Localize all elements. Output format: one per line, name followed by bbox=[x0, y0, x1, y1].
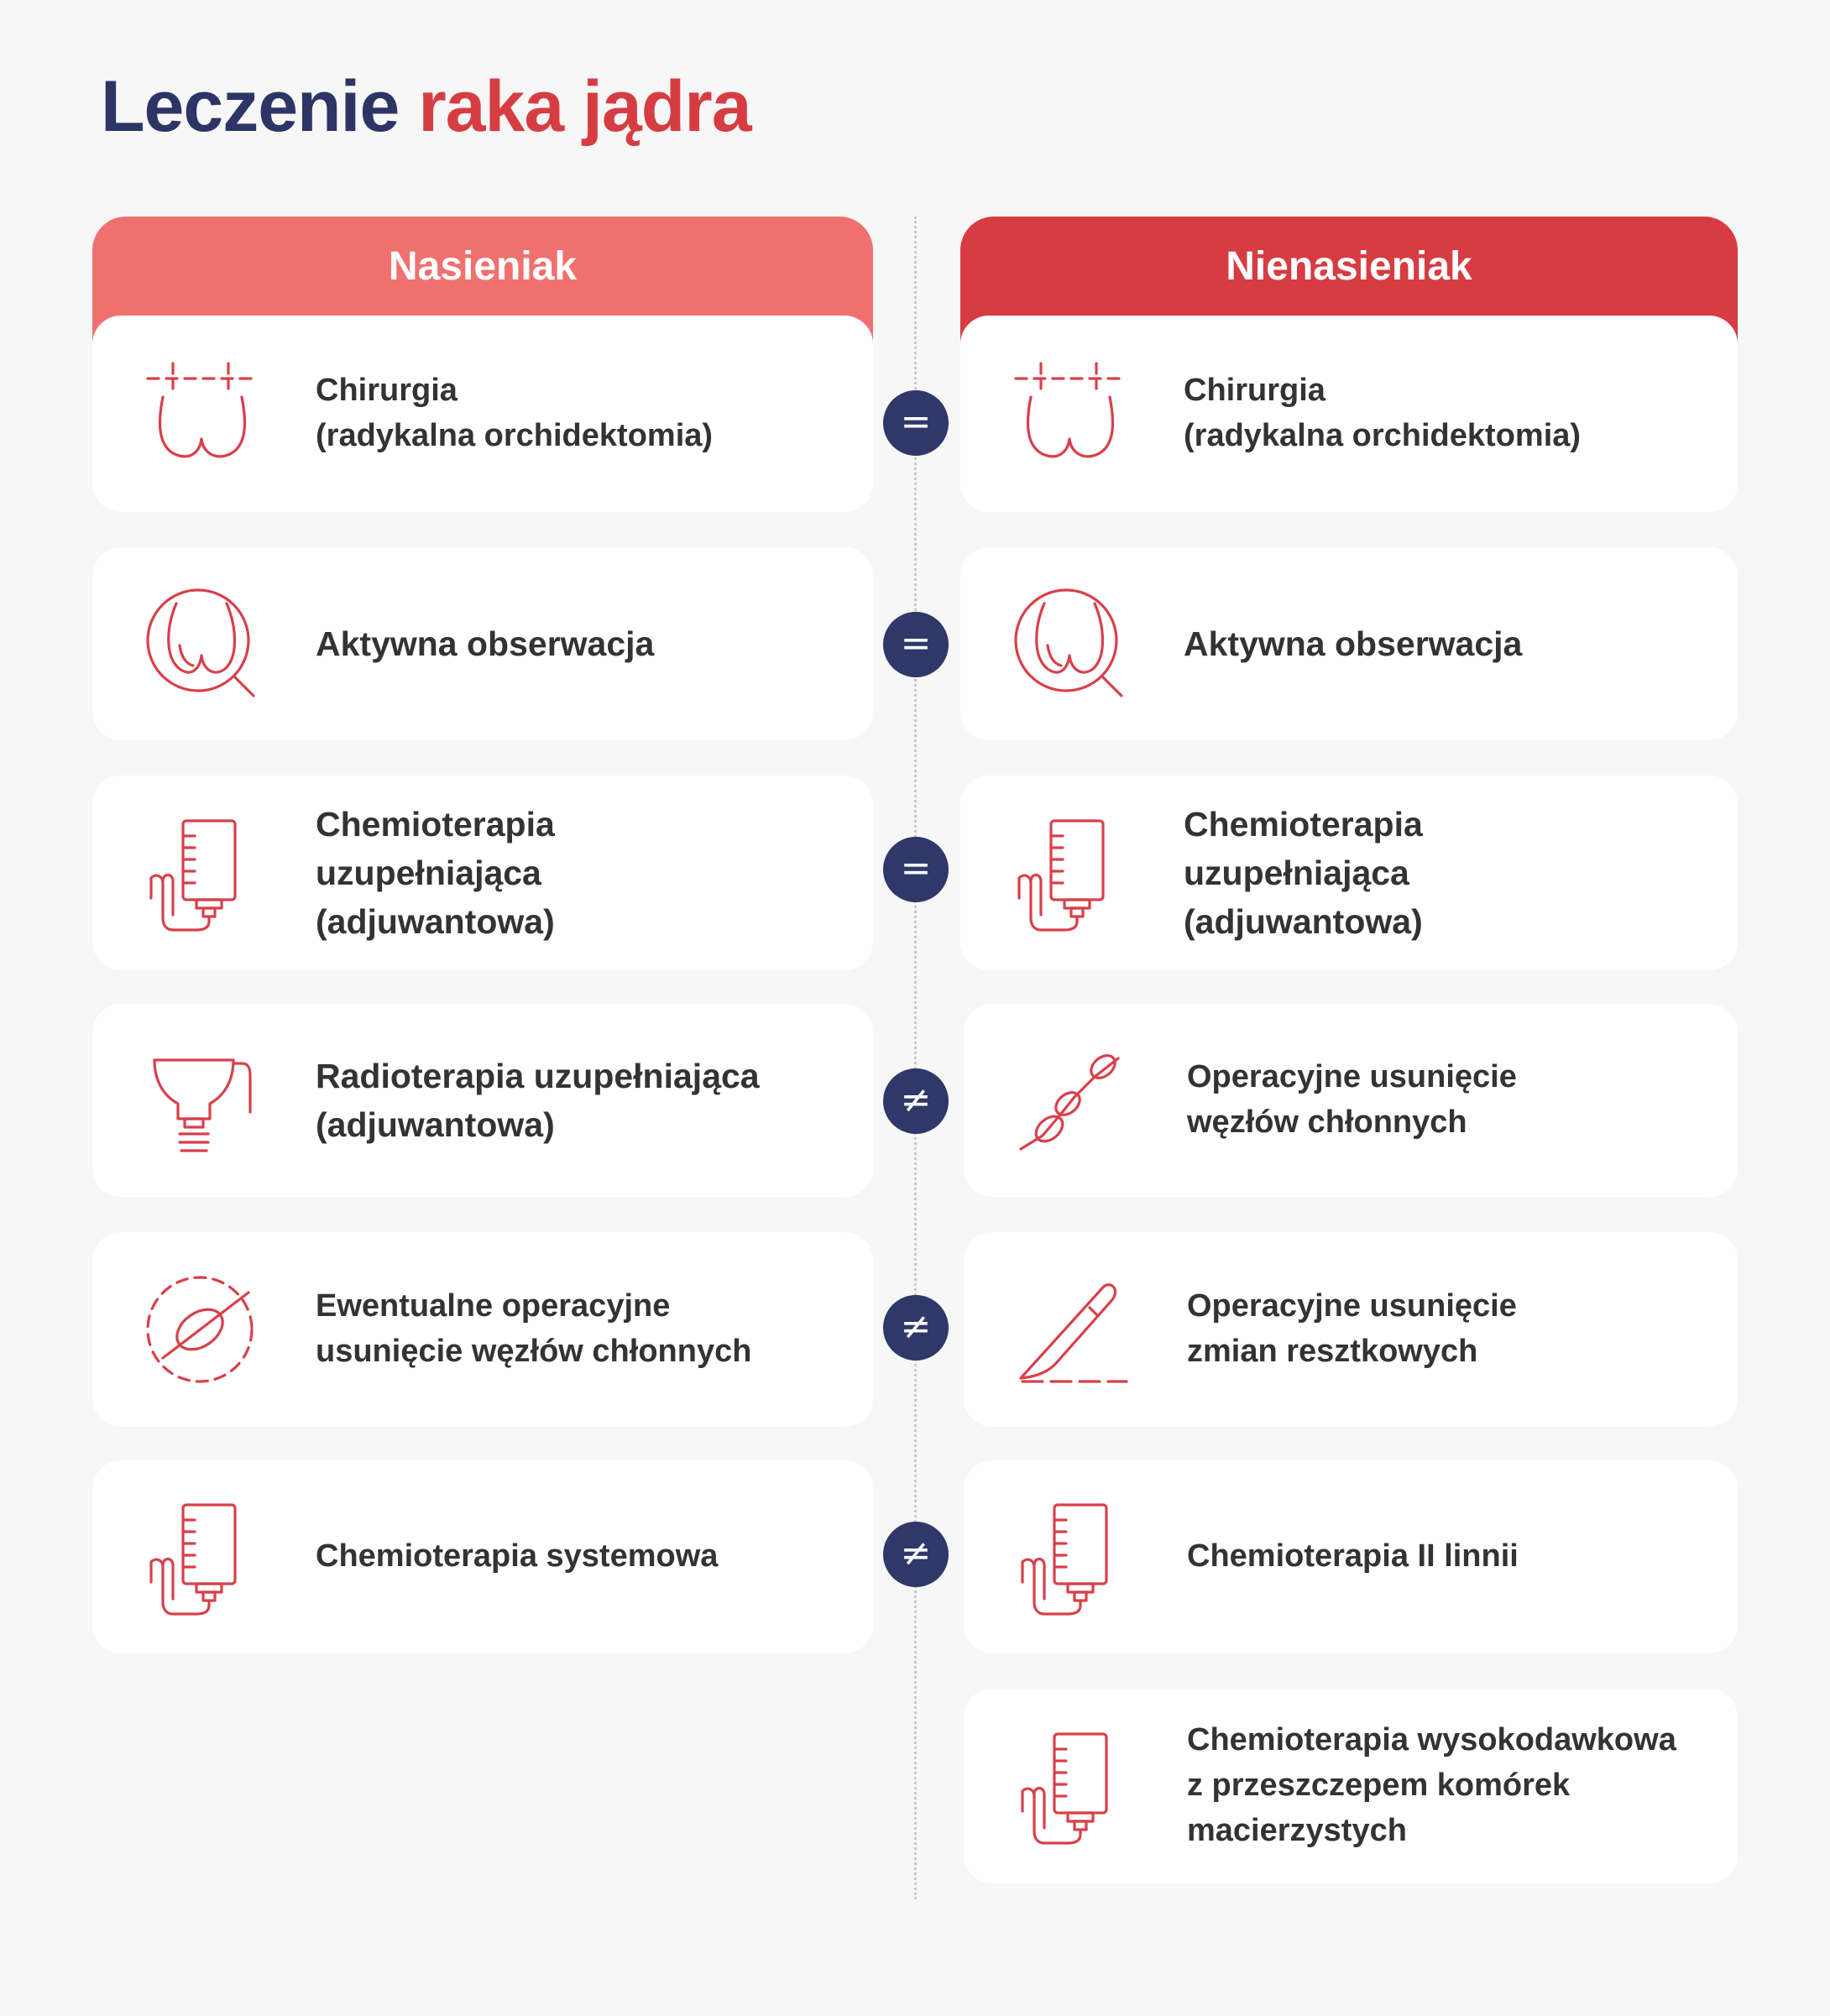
treatment-label: Chemioterapia wysokodawkowa z przeszczepem komórek macierzystych bbox=[1187, 1722, 1676, 1848]
radiotherapy-machine-icon bbox=[143, 1042, 260, 1159]
observation-magnifier-icon bbox=[143, 585, 260, 702]
treatment-label-wrap bbox=[1187, 1460, 1704, 1653]
treatment-label-wrap bbox=[316, 776, 839, 970]
observation-magnifier-icon bbox=[1011, 585, 1128, 702]
iv-drip-icon bbox=[1014, 1498, 1132, 1616]
treatment-label: Chirurgia (radykalna orchidektomia) bbox=[316, 373, 714, 453]
treatment-card-left bbox=[92, 547, 873, 740]
treatment-label-wrap bbox=[316, 1232, 839, 1427]
treatment-label-wrap bbox=[316, 1004, 839, 1197]
treatment-label: Chemioterapia II linnii bbox=[1187, 1538, 1519, 1575]
treatment-label: Chemioterapia systemowa bbox=[316, 1538, 719, 1575]
treatment-card-right bbox=[964, 1460, 1738, 1653]
treatment-label-wrap bbox=[1184, 776, 1704, 970]
equal-badge: = bbox=[883, 837, 949, 902]
treatment-label: Radioterapia uzupełniająca (adjuwantowa) bbox=[316, 1056, 760, 1144]
treatment-label-wrap bbox=[1187, 1232, 1704, 1427]
column-header-seminoma: Nasieniak bbox=[92, 217, 873, 351]
title-accent: raka jądra bbox=[418, 66, 751, 147]
iv-drip-icon bbox=[1014, 1727, 1132, 1845]
not-equal-badge: ≠ bbox=[883, 1068, 949, 1134]
treatment-label-wrap bbox=[1184, 316, 1704, 512]
treatment-card-left bbox=[92, 316, 873, 512]
treatment-label: Chirurgia (radykalna orchidektomia) bbox=[1184, 373, 1582, 453]
iv-drip-icon bbox=[1011, 814, 1128, 932]
treatment-card-right bbox=[964, 1232, 1738, 1427]
iv-drip-icon bbox=[143, 814, 260, 932]
treatment-label: Aktywna obserwacja bbox=[316, 624, 655, 663]
page-title bbox=[101, 65, 751, 149]
treatment-card-right bbox=[964, 1689, 1738, 1883]
title-main: Leczenie bbox=[101, 66, 400, 147]
treatment-label: Operacyjne usunięcie zmian resztkowych bbox=[1187, 1288, 1517, 1369]
treatment-label-wrap bbox=[316, 1460, 839, 1653]
surgery-icon bbox=[143, 355, 260, 473]
treatment-label: Aktywna obserwacja bbox=[1184, 624, 1523, 663]
not-equal-badge: ≠ bbox=[883, 1522, 949, 1587]
lymph-nodes-icon bbox=[1014, 1042, 1132, 1159]
not-equal-badge: ≠ bbox=[883, 1295, 949, 1361]
treatment-label-wrap bbox=[316, 547, 839, 740]
treatment-label: Ewentualne operacyjne usunięcie węzłów chłonnych bbox=[316, 1288, 752, 1369]
treatment-card-right bbox=[960, 776, 1738, 970]
treatment-card-right bbox=[964, 1004, 1738, 1197]
treatment-card-left bbox=[92, 776, 873, 970]
treatment-label-wrap bbox=[316, 316, 839, 512]
treatment-card-left bbox=[92, 1004, 873, 1197]
scalpel-icon bbox=[1014, 1271, 1132, 1388]
equal-badge: = bbox=[883, 612, 949, 677]
treatment-card-right bbox=[960, 316, 1738, 512]
treatment-label-wrap bbox=[1184, 547, 1704, 740]
treatment-card-right bbox=[960, 547, 1738, 740]
equal-badge: = bbox=[883, 390, 949, 456]
column-header-nonseminoma: Nienasieniak bbox=[960, 217, 1738, 351]
treatment-label: Chemioterapia uzupełniająca (adjuwantowa) bbox=[1184, 804, 1423, 942]
treatment-label-wrap bbox=[1187, 1689, 1704, 1883]
treatment-card-left bbox=[92, 1232, 873, 1427]
center-divider bbox=[914, 217, 917, 1899]
treatment-label: Operacyjne usunięcie węzłów chłonnych bbox=[1187, 1059, 1517, 1140]
lymph-node-dashed-circle-icon bbox=[143, 1271, 260, 1388]
treatment-card-left bbox=[92, 1460, 873, 1653]
treatment-label-wrap bbox=[1187, 1004, 1704, 1197]
surgery-icon bbox=[1011, 355, 1128, 473]
treatment-label: Chemioterapia uzupełniająca (adjuwantowa) bbox=[316, 804, 555, 942]
iv-drip-icon bbox=[143, 1498, 260, 1616]
